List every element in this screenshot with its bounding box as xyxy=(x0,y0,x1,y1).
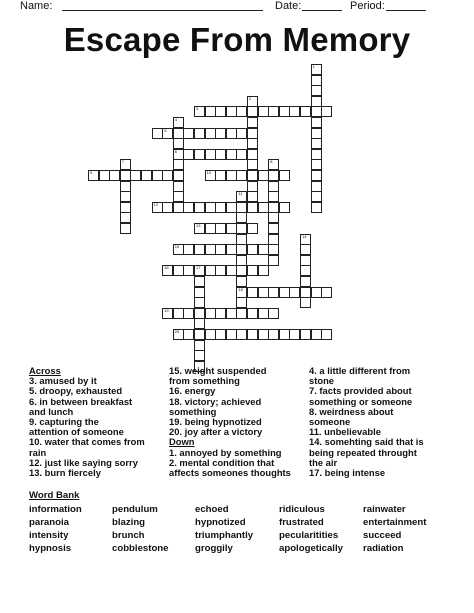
grid-cell[interactable] xyxy=(236,244,247,255)
clue-line: 14. somehting said that is xyxy=(309,436,424,448)
grid-cell[interactable] xyxy=(152,170,163,181)
grid-cell[interactable] xyxy=(194,244,205,255)
grid-cell[interactable] xyxy=(183,202,194,213)
grid-cell-numbered[interactable] xyxy=(205,170,216,181)
clue-line: something xyxy=(169,405,217,417)
word-bank-column xyxy=(363,503,426,555)
clue-heading: Down xyxy=(169,436,195,448)
grid-cell-numbered[interactable] xyxy=(152,202,163,213)
grid-cell[interactable] xyxy=(247,170,258,181)
clue-line: stone xyxy=(309,375,335,387)
word-bank-word: entertainment xyxy=(363,517,427,528)
word-bank-word: cobblestone xyxy=(112,543,169,554)
word-bank-word: frustrated xyxy=(279,517,324,528)
grid-cell[interactable] xyxy=(194,202,205,213)
grid-cell[interactable] xyxy=(247,223,258,234)
grid-cell[interactable] xyxy=(194,350,205,361)
word-bank-word: rainwater xyxy=(363,504,406,515)
name-label: Name: xyxy=(20,0,53,12)
grid-cell[interactable] xyxy=(247,287,258,298)
grid-cell[interactable] xyxy=(300,329,311,340)
grid-cell[interactable] xyxy=(258,329,269,340)
grid-cell[interactable] xyxy=(173,308,184,319)
clue-number: 16 xyxy=(164,265,169,271)
grid-cell[interactable] xyxy=(311,149,322,160)
grid-cell[interactable] xyxy=(173,159,184,170)
clue-number: 10 xyxy=(206,170,212,175)
clue-heading: Across xyxy=(29,365,61,376)
clues-column-2 xyxy=(169,366,291,478)
grid-cell[interactable] xyxy=(289,329,300,340)
grid-cell[interactable] xyxy=(311,128,322,139)
grid-cell[interactable] xyxy=(236,276,247,287)
grid-cell-numbered[interactable] xyxy=(162,265,173,276)
clue-number: 6 xyxy=(174,148,178,154)
grid-cell-numbered[interactable] xyxy=(173,329,184,340)
grid-cell[interactable] xyxy=(268,234,279,245)
grid-cell[interactable] xyxy=(300,287,311,298)
grid-cell[interactable] xyxy=(226,106,237,117)
grid-cell[interactable] xyxy=(183,265,194,276)
clue-line: rain xyxy=(29,446,47,458)
grid-cell[interactable] xyxy=(289,287,300,298)
grid-cell[interactable] xyxy=(247,149,258,160)
grid-cell[interactable] xyxy=(247,265,258,276)
grid-cell[interactable] xyxy=(236,255,247,266)
clue-line: something or someone xyxy=(309,395,413,407)
grid-cell[interactable] xyxy=(173,191,184,202)
grid-cell[interactable] xyxy=(120,223,131,234)
clue-line: 10. water that comes from xyxy=(29,436,145,448)
grid-cell[interactable] xyxy=(205,308,216,319)
grid-cell[interactable] xyxy=(300,106,311,117)
word-bank-word: ridiculous xyxy=(279,504,325,515)
clue-line: 7. facts provided about xyxy=(309,385,412,397)
grid-cell[interactable] xyxy=(258,106,269,117)
grid-cell[interactable] xyxy=(268,287,279,298)
grid-cell-numbered[interactable] xyxy=(162,308,173,319)
word-bank-word: paranoia xyxy=(29,517,69,528)
clue-line: 2. mental condition that xyxy=(169,456,275,468)
clue-number: 7 xyxy=(121,159,125,165)
word-bank-word: blazing xyxy=(112,517,146,528)
grid-cell[interactable] xyxy=(183,149,194,160)
clue-number: 9 xyxy=(90,170,93,175)
grid-cell[interactable] xyxy=(215,106,226,117)
clue-number: 3 xyxy=(196,106,199,112)
grid-cell[interactable] xyxy=(183,128,194,139)
grid-cell[interactable] xyxy=(311,159,322,170)
grid-cell[interactable] xyxy=(236,149,247,160)
grid-cell[interactable] xyxy=(183,329,194,340)
clue-number: 2 xyxy=(249,95,252,101)
grid-cell[interactable] xyxy=(311,96,322,107)
grid-cell-numbered[interactable] xyxy=(268,159,279,170)
grid-cell[interactable] xyxy=(247,181,258,192)
word-bank-word: radiation xyxy=(363,543,404,554)
clue-line: 19. being hypnotized xyxy=(169,416,262,428)
grid-cell[interactable] xyxy=(311,85,322,96)
grid-cell[interactable] xyxy=(194,308,205,319)
grid-cell[interactable] xyxy=(194,297,205,308)
grid-cell[interactable] xyxy=(215,149,226,160)
grid-cell[interactable] xyxy=(279,329,290,340)
grid-cell[interactable] xyxy=(120,191,131,202)
grid-cell[interactable] xyxy=(247,106,258,117)
clue-line: 12. just like saying sorry xyxy=(29,456,138,468)
grid-cell-numbered[interactable] xyxy=(120,159,131,170)
grid-cell[interactable] xyxy=(130,170,141,181)
clue-line: 11. unbelievable xyxy=(309,426,381,438)
grid-cell[interactable] xyxy=(162,170,173,181)
grid-cell[interactable] xyxy=(226,265,237,276)
grid-cell[interactable] xyxy=(279,202,290,213)
grid-cell[interactable] xyxy=(279,287,290,298)
word-bank-word: echoed xyxy=(195,504,229,515)
grid-cell[interactable] xyxy=(247,308,258,319)
clue-line: 1. annoyed by something xyxy=(169,446,282,458)
clue-line: 17. being intense xyxy=(309,467,386,479)
clue-number: 5 xyxy=(164,127,167,133)
grid-cell[interactable] xyxy=(226,223,237,234)
word-bank-word: hypnosis xyxy=(29,543,72,554)
clue-line: 3. amused by it xyxy=(29,375,97,387)
grid-cell-numbered[interactable] xyxy=(194,223,205,234)
grid-cell[interactable] xyxy=(205,106,216,117)
grid-cell[interactable] xyxy=(311,191,322,202)
clues-column-3 xyxy=(309,366,424,478)
grid-cell[interactable] xyxy=(194,329,205,340)
grid-cell[interactable] xyxy=(183,308,194,319)
clue-line: 5. droopy, exhausted xyxy=(29,385,123,397)
grid-cell[interactable] xyxy=(236,202,247,213)
word-bank-word: groggily xyxy=(195,543,233,554)
word-bank-column xyxy=(112,503,169,555)
grid-cell[interactable] xyxy=(99,170,110,181)
grid-cell-numbered[interactable] xyxy=(173,117,184,128)
grid-cell[interactable] xyxy=(226,244,237,255)
grid-cell-numbered[interactable] xyxy=(236,191,247,202)
grid-cell[interactable] xyxy=(311,75,322,86)
grid-cell[interactable] xyxy=(215,128,226,139)
grid-cell[interactable] xyxy=(268,255,279,266)
grid-cell[interactable] xyxy=(109,170,120,181)
grid-cell-numbered[interactable] xyxy=(173,149,184,160)
grid-cell[interactable] xyxy=(247,138,258,149)
grid-cell[interactable] xyxy=(300,276,311,287)
grid-cell[interactable] xyxy=(311,329,322,340)
grid-cell[interactable] xyxy=(194,128,205,139)
grid-cell[interactable] xyxy=(321,329,332,340)
clue-line: 16. energy xyxy=(169,385,216,397)
word-bank-word: succeed xyxy=(363,530,402,541)
grid-cell[interactable] xyxy=(194,287,205,298)
grid-cell[interactable] xyxy=(268,329,279,340)
grid-cell[interactable] xyxy=(311,202,322,213)
grid-cell[interactable] xyxy=(321,287,332,298)
grid-cell[interactable] xyxy=(215,265,226,276)
grid-cell[interactable] xyxy=(236,212,247,223)
grid-cell[interactable] xyxy=(311,138,322,149)
word-bank-column xyxy=(195,503,253,555)
clue-line: 18. victory; achieved xyxy=(169,395,262,407)
grid-cell-numbered[interactable] xyxy=(162,128,173,139)
grid-cell[interactable] xyxy=(236,128,247,139)
clue-line: 15. weight suspended xyxy=(169,365,267,376)
word-bank-word: apologetically xyxy=(279,543,343,554)
grid-cell[interactable] xyxy=(173,265,184,276)
grid-cell[interactable] xyxy=(226,170,237,181)
clue-number: 12 xyxy=(153,201,159,207)
grid-cell-numbered[interactable] xyxy=(300,234,311,245)
word-bank-word: triumphantly xyxy=(195,530,254,541)
grid-cell[interactable] xyxy=(236,170,247,181)
clue-number: 13 xyxy=(196,223,201,228)
word-bank-word: information xyxy=(29,504,82,515)
clue-line: from something xyxy=(169,375,240,387)
clue-number: 15 xyxy=(174,244,180,250)
grid-cell[interactable] xyxy=(311,106,322,117)
clue-number: 11 xyxy=(238,191,243,197)
grid-cell[interactable] xyxy=(247,329,258,340)
grid-cell[interactable] xyxy=(247,128,258,139)
grid-cell[interactable] xyxy=(205,128,216,139)
word-bank-column xyxy=(279,503,343,555)
grid-cell[interactable] xyxy=(258,244,269,255)
grid-cell[interactable] xyxy=(300,297,311,308)
grid-cell[interactable] xyxy=(173,202,184,213)
grid-cell[interactable] xyxy=(247,202,258,213)
page-title: Escape From Memory xyxy=(63,21,411,58)
grid-cell[interactable] xyxy=(321,106,332,117)
grid-cell[interactable] xyxy=(258,287,269,298)
grid-cell-numbered[interactable] xyxy=(173,244,184,255)
clue-line: the air xyxy=(309,456,338,468)
grid-cell[interactable] xyxy=(236,297,247,308)
clue-line: and lunch xyxy=(29,405,74,417)
grid-cell[interactable] xyxy=(311,287,322,298)
grid-cell[interactable] xyxy=(247,244,258,255)
date-label: Date: xyxy=(275,0,302,12)
grid-cell[interactable] xyxy=(268,244,279,255)
word-bank-word: pecularitities xyxy=(279,530,339,541)
grid-cell[interactable] xyxy=(173,170,184,181)
clue-number: 4 xyxy=(174,117,178,122)
clue-line: 9. capturing the xyxy=(29,416,99,428)
grid-cell[interactable] xyxy=(120,181,131,192)
grid-cell[interactable] xyxy=(268,223,279,234)
grid-cell[interactable] xyxy=(236,329,247,340)
grid-cell[interactable] xyxy=(215,244,226,255)
grid-cell[interactable] xyxy=(162,202,173,213)
grid-cell[interactable] xyxy=(226,149,237,160)
grid-cell[interactable] xyxy=(120,202,131,213)
grid-cell[interactable] xyxy=(268,202,279,213)
clue-line: 20. joy after a victory xyxy=(169,426,263,438)
clue-number: 1 xyxy=(312,64,315,69)
clue-line: 8. weirdness about xyxy=(309,405,394,417)
grid-cell[interactable] xyxy=(173,181,184,192)
grid-cell[interactable] xyxy=(215,308,226,319)
clue-line: being repeated throught xyxy=(309,446,417,458)
grid-cell[interactable] xyxy=(215,223,226,234)
grid-cell[interactable] xyxy=(258,265,269,276)
grid-cell[interactable] xyxy=(226,128,237,139)
grid-cell[interactable] xyxy=(141,170,152,181)
grid-cell-numbered[interactable] xyxy=(194,106,205,117)
grid-cell[interactable] xyxy=(226,308,237,319)
grid-cell-numbered[interactable] xyxy=(194,265,205,276)
clue-number: 19 xyxy=(164,307,169,313)
clue-number: 17 xyxy=(196,265,201,271)
grid-cell[interactable] xyxy=(205,149,216,160)
grid-cell[interactable] xyxy=(268,170,279,181)
grid-cell[interactable] xyxy=(268,308,279,319)
grid-cell[interactable] xyxy=(247,117,258,128)
grid-cell[interactable] xyxy=(300,244,311,255)
grid-cell[interactable] xyxy=(236,265,247,276)
grid-cell[interactable] xyxy=(247,159,258,170)
period-label: Period: xyxy=(350,0,385,12)
grid-cell[interactable] xyxy=(205,223,216,234)
grid-cell[interactable] xyxy=(173,128,184,139)
grid-cell-numbered[interactable] xyxy=(311,64,322,75)
grid-cell[interactable] xyxy=(194,149,205,160)
grid-cell[interactable] xyxy=(236,308,247,319)
clue-line: 6. in between breakfast xyxy=(29,395,133,407)
grid-cell[interactable] xyxy=(194,318,205,329)
grid-cell[interactable] xyxy=(279,106,290,117)
grid-cell[interactable] xyxy=(300,255,311,266)
grid-cell[interactable] xyxy=(268,212,279,223)
grid-cell-numbered[interactable] xyxy=(247,96,258,107)
grid-cell[interactable] xyxy=(268,106,279,117)
grid-cell[interactable] xyxy=(258,308,269,319)
word-bank-word: pendulum xyxy=(112,504,158,515)
grid-cell[interactable] xyxy=(268,191,279,202)
word-bank-word: intensity xyxy=(29,530,69,541)
grid-cell[interactable] xyxy=(173,138,184,149)
grid-cell[interactable] xyxy=(215,329,226,340)
grid-cell[interactable] xyxy=(258,202,269,213)
grid-cell[interactable] xyxy=(194,276,205,287)
grid-cell[interactable] xyxy=(194,340,205,351)
grid-cell[interactable] xyxy=(247,191,258,202)
grid-cell-numbered[interactable] xyxy=(88,170,99,181)
word-bank-word: brunch xyxy=(112,530,145,541)
word-bank-title: Word Bank xyxy=(29,490,80,501)
clue-line: someone xyxy=(309,416,351,428)
grid-cell[interactable] xyxy=(120,170,131,181)
clue-number: 8 xyxy=(270,159,273,165)
grid-cell[interactable] xyxy=(311,117,322,128)
grid-cell[interactable] xyxy=(215,202,226,213)
grid-cell[interactable] xyxy=(226,329,237,340)
grid-cell[interactable] xyxy=(311,181,322,192)
clue-number: 18 xyxy=(238,286,243,292)
grid-cell[interactable] xyxy=(268,181,279,192)
clue-number: 20 xyxy=(174,329,180,334)
clue-line: attention of someone xyxy=(29,426,124,438)
clues-column-1 xyxy=(29,366,145,478)
grid-cell[interactable] xyxy=(205,244,216,255)
grid-cell[interactable] xyxy=(279,170,290,181)
word-bank-column xyxy=(29,503,82,555)
grid-cell[interactable] xyxy=(289,106,300,117)
grid-cell[interactable] xyxy=(183,244,194,255)
grid-cell[interactable] xyxy=(205,265,216,276)
clue-line: 4. a little different from xyxy=(309,365,411,376)
grid-cell[interactable] xyxy=(215,170,226,181)
grid-cell-numbered[interactable] xyxy=(236,287,247,298)
grid-cell[interactable] xyxy=(226,202,237,213)
clue-line: 13. burn fiercely xyxy=(29,467,101,479)
grid-cell[interactable] xyxy=(236,223,247,234)
word-bank-word: hypnotized xyxy=(195,517,246,528)
grid-cell[interactable] xyxy=(300,265,311,276)
grid-cell[interactable] xyxy=(258,170,269,181)
grid-cell[interactable] xyxy=(205,329,216,340)
clue-number: 14 xyxy=(302,233,307,239)
grid-cell[interactable] xyxy=(205,202,216,213)
grid-cell[interactable] xyxy=(120,212,131,223)
grid-cell[interactable] xyxy=(152,128,163,139)
grid-cell[interactable] xyxy=(236,106,247,117)
grid-cell[interactable] xyxy=(236,234,247,245)
grid-cell[interactable] xyxy=(311,170,322,181)
clue-line: affects someones thoughts xyxy=(169,467,291,479)
